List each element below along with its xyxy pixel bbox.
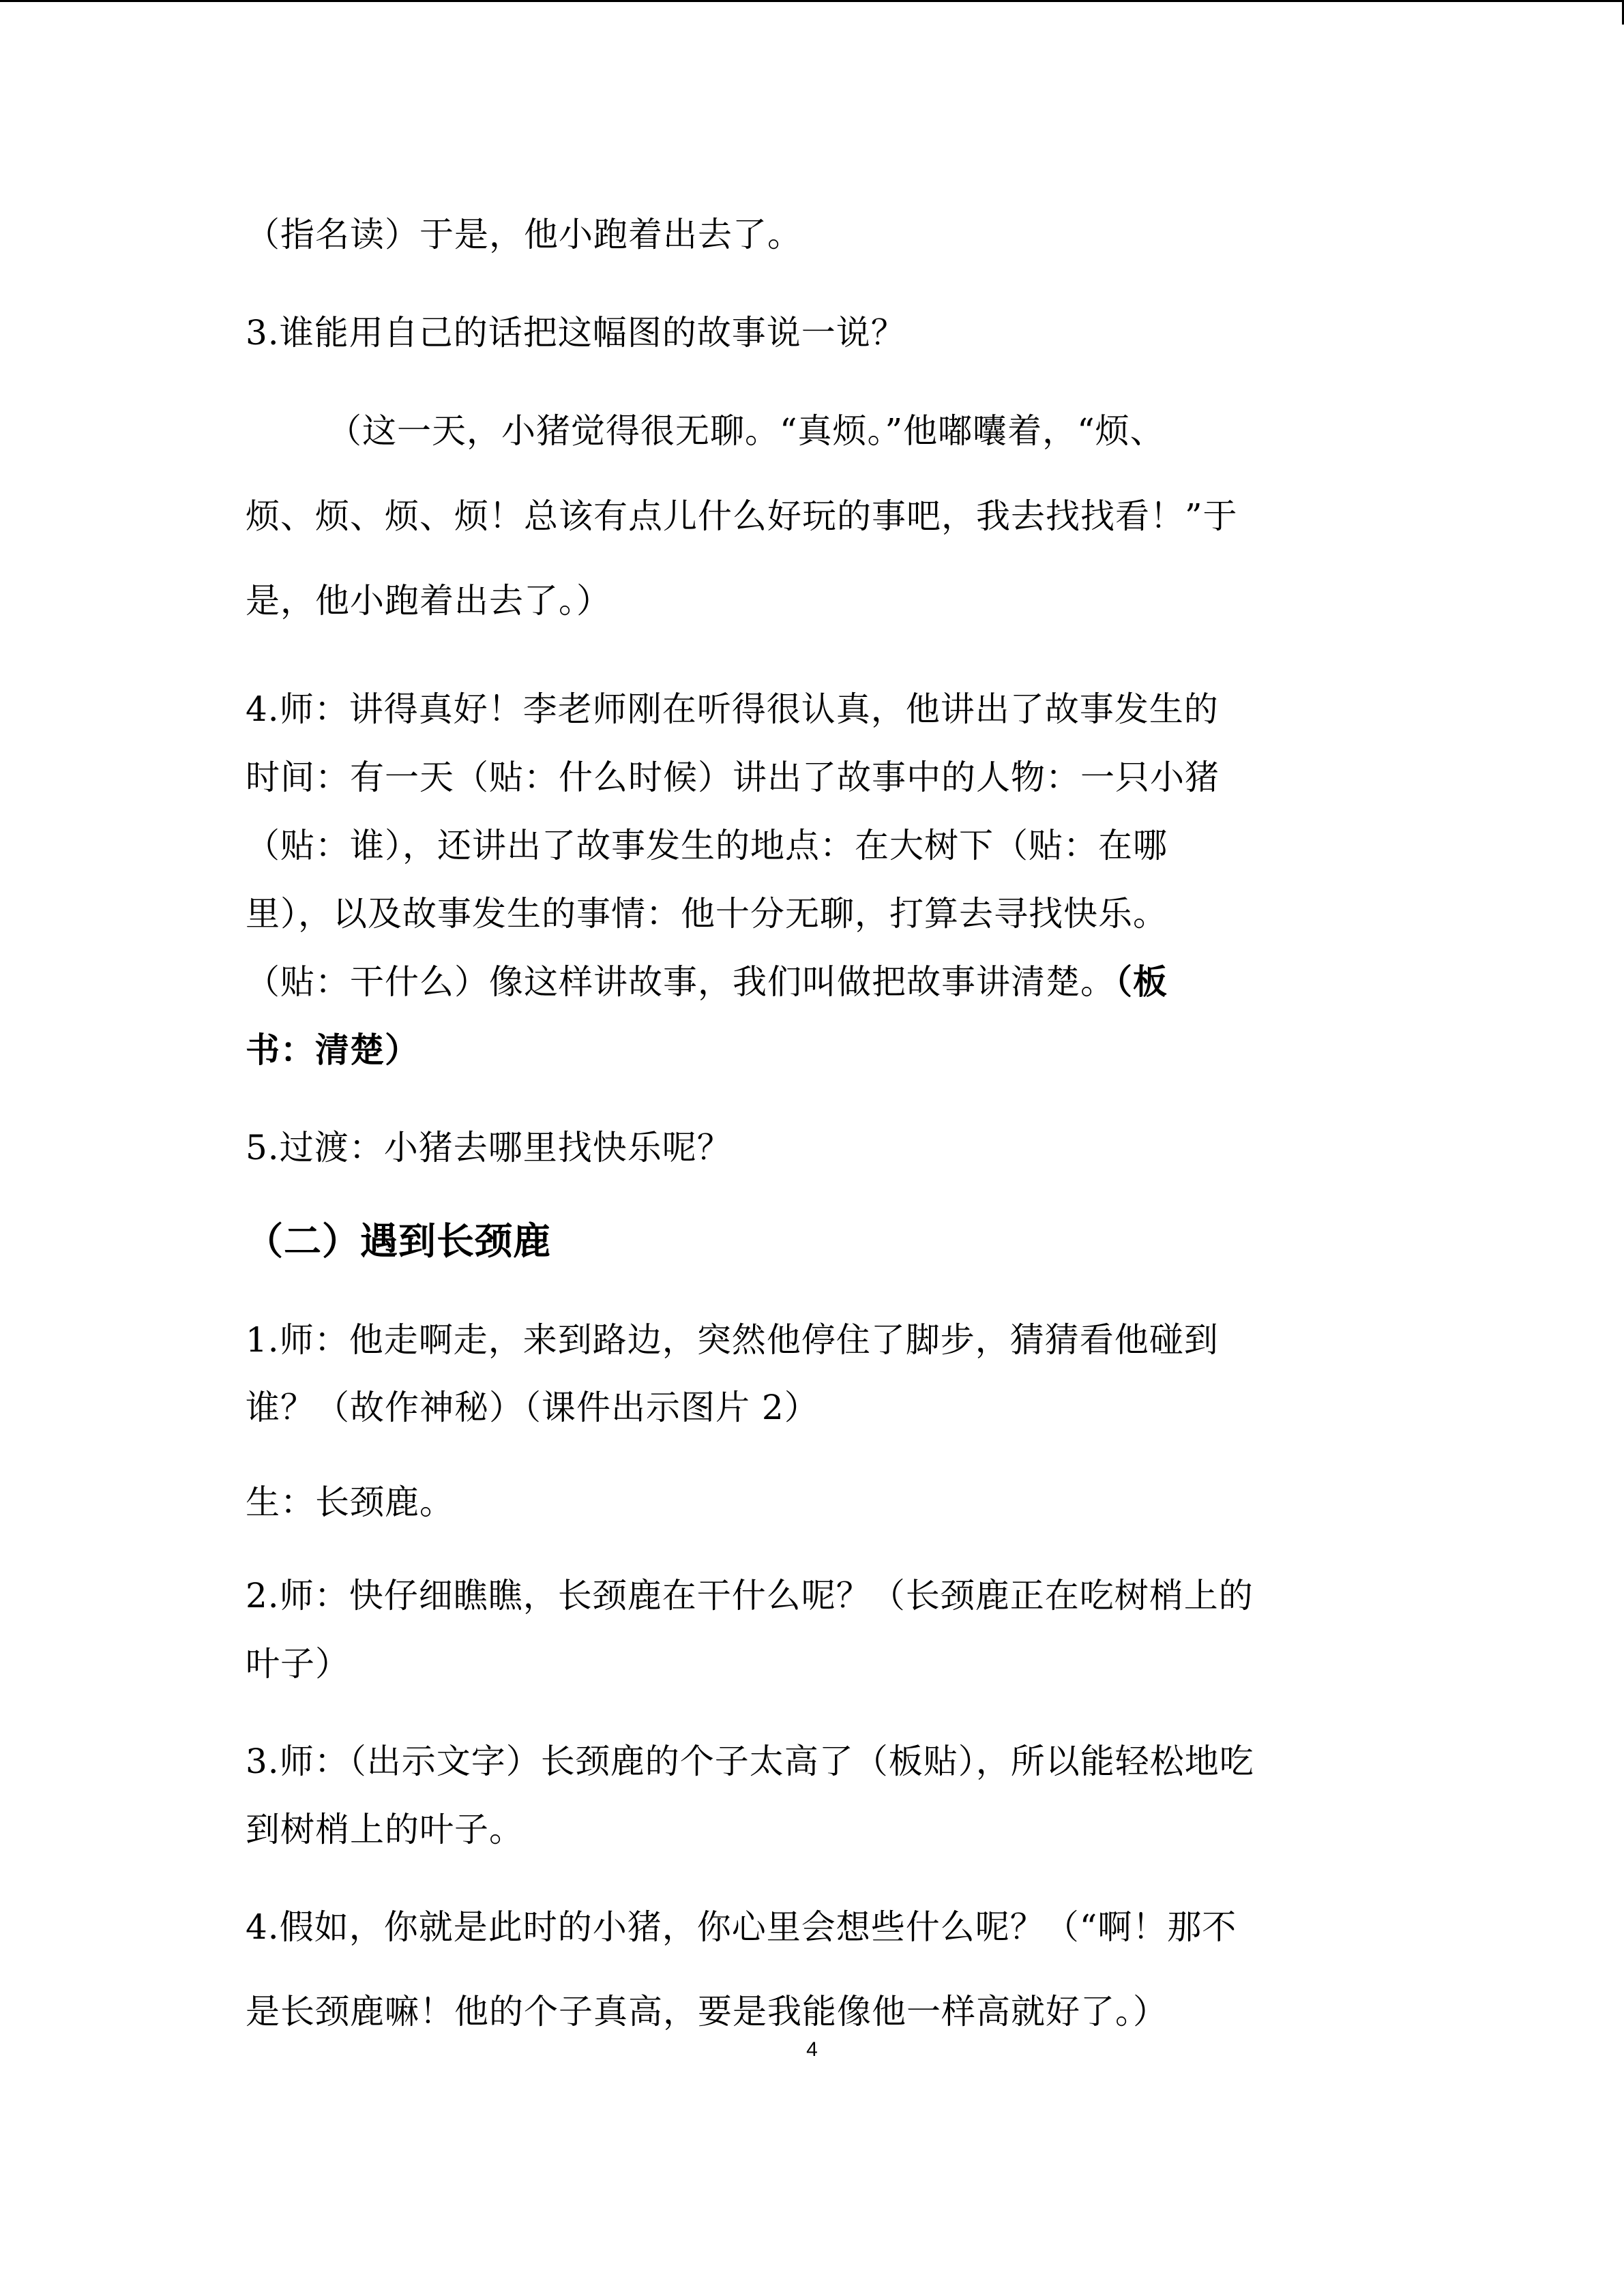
text-line: 是，他小跑着出去了。）: [246, 581, 611, 621]
text-line: 时间：有一天（贴：什么时候）讲出了故事中的人物：一只小猪: [246, 758, 1220, 797]
bold-annotation-line: 书：清楚）: [246, 1030, 419, 1070]
text-segment: （贴：干什么）像这样讲故事，我们叫做把故事讲清楚。: [246, 962, 1115, 1002]
text-line: [246, 961, 1168, 1002]
text-line: 5.过渡：小猪去哪里找快乐呢？: [246, 1128, 732, 1167]
page-number: 4: [806, 2038, 818, 2061]
text-line: 4.师：讲得真好！李老师刚在听得很认真，他讲出了故事发生的: [246, 689, 1219, 729]
text-line: 叶子）: [246, 1644, 350, 1684]
text-line: 生：长颈鹿。: [246, 1482, 454, 1522]
text-line: 2.师：快仔细瞧瞧，长颈鹿在干什么呢？（长颈鹿正在吃树梢上的: [246, 1576, 1254, 1615]
text-line: 4.假如，你就是此时的小猪，你心里会想些什么呢？（“啊！那不: [246, 1907, 1237, 1947]
text-line: （指名读）于是，他小跑着出去了。: [246, 215, 802, 254]
text-line: 3.谁能用自己的话把这幅图的故事说一说？: [246, 313, 906, 353]
text-line: （这一天，小猪觉得很无聊。“真烦。”他嘟囔着，“烦、: [327, 411, 1165, 451]
page-top-border: [0, 0, 1624, 2]
bold-annotation: （板: [1115, 962, 1168, 1002]
text-line: （贴：谁），还讲出了故事发生的地点：在大树下（贴：在哪: [246, 826, 1168, 865]
text-line: 1.师：他走啊走，来到路边，突然他停住了脚步，猜猜看他碰到: [246, 1320, 1219, 1360]
text-line: 3.师：（出示文字）长颈鹿的个子太高了（板贴），所以能轻松地吃: [246, 1742, 1254, 1781]
text-line: 到树梢上的叶子。: [246, 1810, 524, 1849]
text-line: 是长颈鹿嘛！他的个子真高，要是我能像他一样高就好了。）: [246, 1992, 1168, 2031]
text-line: 烦、烦、烦、烦！总该有点儿什么好玩的事吧，我去找找看！”于: [246, 496, 1238, 536]
section-heading: （二）遇到长颈鹿: [246, 1219, 552, 1263]
text-line: 谁？（故作神秘）（课件出示图片 2）: [246, 1388, 819, 1427]
text-line: 里），以及故事发生的事情：他十分无聊，打算去寻找快乐。: [246, 894, 1168, 934]
